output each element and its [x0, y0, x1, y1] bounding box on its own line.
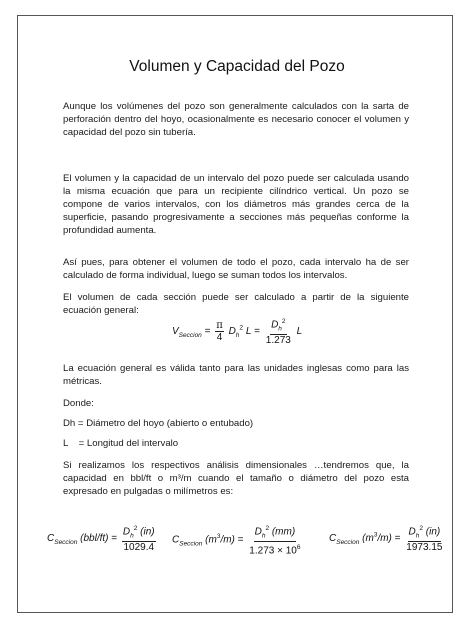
capacity-symbol: C — [172, 534, 180, 546]
definition-dh: Dh = Diámetro del hoyo (abierto o entubado) — [63, 418, 254, 429]
capacity-equation-m3-m-mm: $C_{Seccion}$ $(m^3/m)$ = $\frac{D_h^2 (mm)}{1.273 \times 10^6}$ — [172, 525, 301, 557]
volume-subscript: Seccion — [178, 331, 202, 339]
units-exponent: 3 — [373, 531, 378, 539]
frac-diameter-exponent: 2 — [281, 318, 286, 325]
definition-l: L = Longitud del intervalo — [63, 438, 179, 449]
units-exponent: 3 — [216, 533, 221, 541]
volume-denominator: 1.273 — [265, 335, 291, 347]
pi-over-four — [215, 320, 224, 343]
capacity-denominator-1: 1029.4 — [123, 542, 155, 554]
capacity-fraction-1: $\frac{D_h^2 (in)}{1029.4}$ — [122, 525, 155, 554]
capacity-fraction-3: $\frac{D_h^2 (in)}{1973.15}$ — [406, 525, 443, 554]
capacity-denominator-3: 1973.15 — [406, 542, 443, 554]
paragraph-general-equation: El volumen de cada sección puede ser calculado a partir de la siguiente ecuación general: — [63, 292, 409, 316]
paragraph-intervals: El volumen y la capacidad de un intervalo del pozo puede ser calculada usando la misma ecuación que para un recipiente cilíndrico vertical. Un pozo se compone de varios intervalos, con los diámetros más grandes cerca de la superficie, pasando progresivamente a secciones más pequeñas conforme la profundidad aumenta. — [63, 173, 409, 236]
capacity-equation-m3-m-in: $C_{Seccion}$ $(m^3/m)$ = $\frac{D_h^2 (in)}{1973.15}$ — [329, 525, 443, 554]
capacity-subscript: Seccion — [179, 540, 203, 548]
units-tail: /m) — [220, 534, 235, 546]
capacity-subscript: Seccion — [336, 538, 360, 546]
paragraph-total-volume: Así pues, para obtener el volumen de todo el pozo, cada intervalo ha de ser calculado de forma individual, luego se suman todos los intervalos. — [63, 257, 409, 281]
denominator-exponent: 6 — [296, 544, 301, 552]
diameter-subscript: h — [235, 331, 240, 339]
four-denominator: 4 — [216, 331, 223, 343]
paragraph-intro: Aunque los volúmenes del pozo son generalmente calculados con la sarta de perforación dentro del hoyo, ocasionalmente es necesario conocer el volumen y capacidad del pozo sin tubería. — [63, 101, 409, 138]
paragraph-donde: Donde: — [63, 398, 94, 409]
capacity-fraction-2: $\frac{D_h^2 (mm)}{1.273 \times 10^6}$ — [249, 525, 301, 557]
paragraph-dimensional-analysis: Si realizamos los respectivos análisis dimensionales …tendremos que, la capacidad en bbl/ft o m³/m cuando el tamaño o diámetro del pozo esta expresado en pulgadas o milímetros es: — [63, 460, 409, 497]
pi-symbol: π — [216, 319, 223, 331]
capacity-units: (bbl/ft) — [80, 532, 109, 544]
paragraph-units: La ecuación general es válida tanto para las unidades inglesas como para las métricas. — [63, 363, 409, 387]
capacity-denominator-2: 1.273 × 10 — [249, 545, 297, 557]
page-title: Volumen y Capacidad del Pozo — [129, 58, 345, 75]
capacity-subscript: Seccion — [54, 538, 78, 546]
volume-equation: $V_{Seccion}$ = $\frac{\pi}{4}$ $D_h^2$ L = $\frac{D_h^2}{1.273}$ L — [172, 318, 303, 347]
frac-diameter-symbol: D — [271, 319, 279, 331]
capacity-units: (m — [362, 532, 374, 544]
length-symbol-2: L — [296, 325, 303, 337]
diameter-exponent: 2 — [239, 324, 244, 332]
numerator-units: (mm) — [271, 526, 296, 538]
length-symbol: L — [245, 325, 252, 337]
diameter-symbol: D — [228, 325, 236, 337]
volume-fraction — [265, 316, 292, 346]
volume-symbol: V — [172, 325, 179, 337]
capacity-equation-bbl-ft: $C_{Seccion}$ (bbl/ft) = $\frac{D_h^2 (in)}{1029.4}$ — [47, 525, 155, 554]
numerator-units: (in) — [425, 526, 441, 538]
frac-diameter-subscript: h — [278, 325, 282, 333]
numerator-units: (in) — [140, 526, 155, 538]
capacity-units: (m — [205, 534, 217, 546]
capacity-symbol: C — [329, 532, 337, 544]
units-tail: /m) — [377, 532, 392, 544]
capacity-symbol: C — [47, 532, 55, 544]
